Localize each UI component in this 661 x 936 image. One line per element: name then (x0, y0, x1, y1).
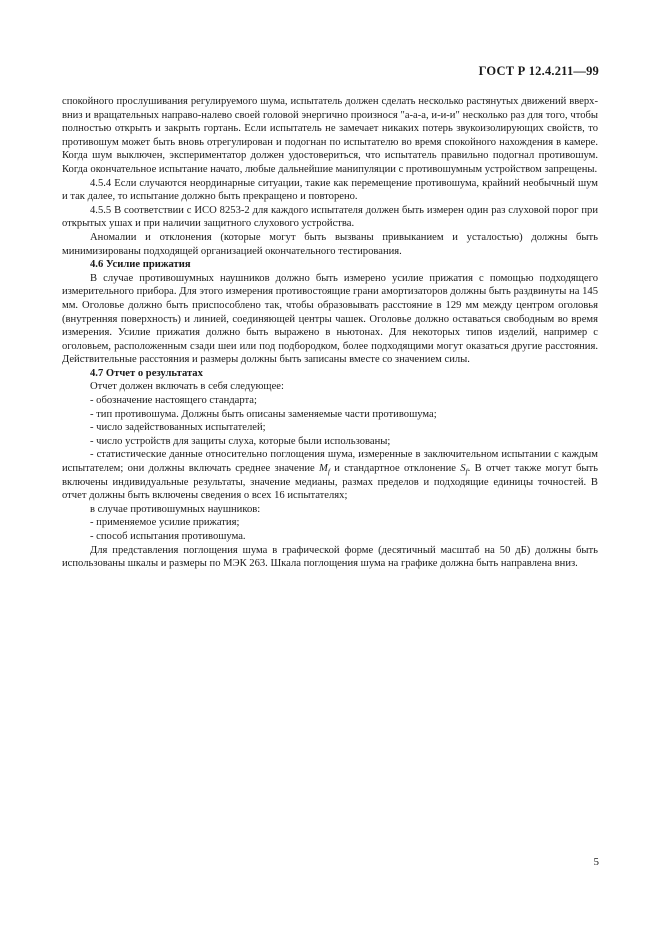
symbol-m-sub: f (327, 467, 330, 477)
stats-text-2: и стандартное отклонение (329, 463, 461, 475)
paragraph: Для представления поглощения шума в графической форме (десятичный масштаб на 50 дБ) должны быть использованы шкалы и размеры по МЭК 263. Шкала поглощения шума на графике должна быть направлена вниз. (62, 544, 598, 570)
section-heading: 4.7 Отчет о результатах (90, 367, 203, 379)
stats-text-3: . В отчет также могут быть включены индивидуальные результаты, значение медианы, размах пределов и подходящие единицы точностей. В отчет должны быть включены сведения о всех 16 испытателях; (62, 463, 598, 502)
paragraph: - число устройств для защиты слуха, которые были использованы; (90, 435, 391, 447)
paragraph: В случае противошумных наушников должно быть измерено усилие прижатия с помощью подходящего измерительного прибора. Для этого измерения противостоящие грани амортизаторов должны быть раздвинуты на 145 мм. Оголовье должно быть приспособлено так, чтобы образовывать расстояние в 129 мм между центром оголовья (внутренняя поверхность) и линией, соединяющей центры чашек. Оголовье должно оставаться свободным во время измерения. Усилие прижатия должно быть выражено в ньютонах. Для некоторых типов изделий, например с оголовьем, расположенным сзади шеи или под подбородком, более подходящими могут оказаться другие расстояния. Действительные расстояния и размеры должны быть записаны вместе со значением силы. (62, 272, 598, 366)
stats-text-1: - статистические данные относительно поглощения шума, измеренные в заключительном испытании с каждым испытателем; они должны включать среднее значение (62, 449, 598, 475)
paragraph: Аномалии и отклонения (которые могут быть вызваны привыканием и усталостью) должны быть минимизированы подходящей организацией окончательного тестирования. (62, 231, 598, 257)
paragraph: - число задействованных испытателей; (90, 422, 266, 434)
stats-paragraph (62, 448, 598, 502)
page-number: 5 (593, 856, 599, 868)
symbol-mean (319, 463, 330, 477)
paragraph: - применяемое усилие прижатия; (90, 517, 240, 529)
symbol-stddev (460, 463, 468, 477)
paragraph: - способ испытания противошума. (90, 531, 246, 542)
symbol-s: S (460, 463, 466, 475)
section-heading: 4.6 Усилие прижатия (90, 259, 191, 271)
symbol-s-sub: f (465, 467, 468, 477)
paragraph: в случае противошумных наушников: (90, 503, 261, 515)
paragraph: спокойного прослушивания регулируемого шума, испытатель должен сделать несколько растянутых движений вверх-вниз и вращательных направо-налево своей головой энергично произнося "а-а-а, и-и-и" несколько раз для того, чтобы полностью открыть и закрыть гортань. Если испытатель не замечает никаких потерь звукоизолирующих свойств, то противошум может быть вновь отрегулирован и подогнан по испытателю во время спокойного нахождения в камере. Когда шум выключен, экспериментатор должен удостовериться, что испытатель правильно подогнал противошум. Когда окончательное испытание начато, любые дальнейшие манипуляции с противошумным устройством запрещены. (62, 96, 598, 175)
paragraph: - обозначение настоящего стандарта; (90, 395, 257, 407)
paragraphs-end (62, 503, 598, 571)
paragraphs-main (62, 95, 598, 448)
paragraph: - тип противошума. Должны быть описаны заменяемые части противошума; (90, 408, 437, 420)
page-content (62, 95, 598, 571)
standard-code: ГОСТ Р 12.4.211—99 (478, 64, 599, 78)
paragraph: Отчет должен включать в себя следующее: (90, 381, 284, 393)
symbol-m: M (319, 463, 328, 475)
paragraph: 4.5.5 В соответствии с ИСО 8253-2 для каждого испытателя должен быть измерен один раз слуховой порог при открытых ушах и при наличии защитного слухового устройства. (62, 204, 598, 230)
paragraph: 4.5.4 Если случаются неординарные ситуации, такие как перемещение противошума, крайний необычный шум и так далее, то испытание должно быть прекращено и повторено. (62, 177, 598, 203)
